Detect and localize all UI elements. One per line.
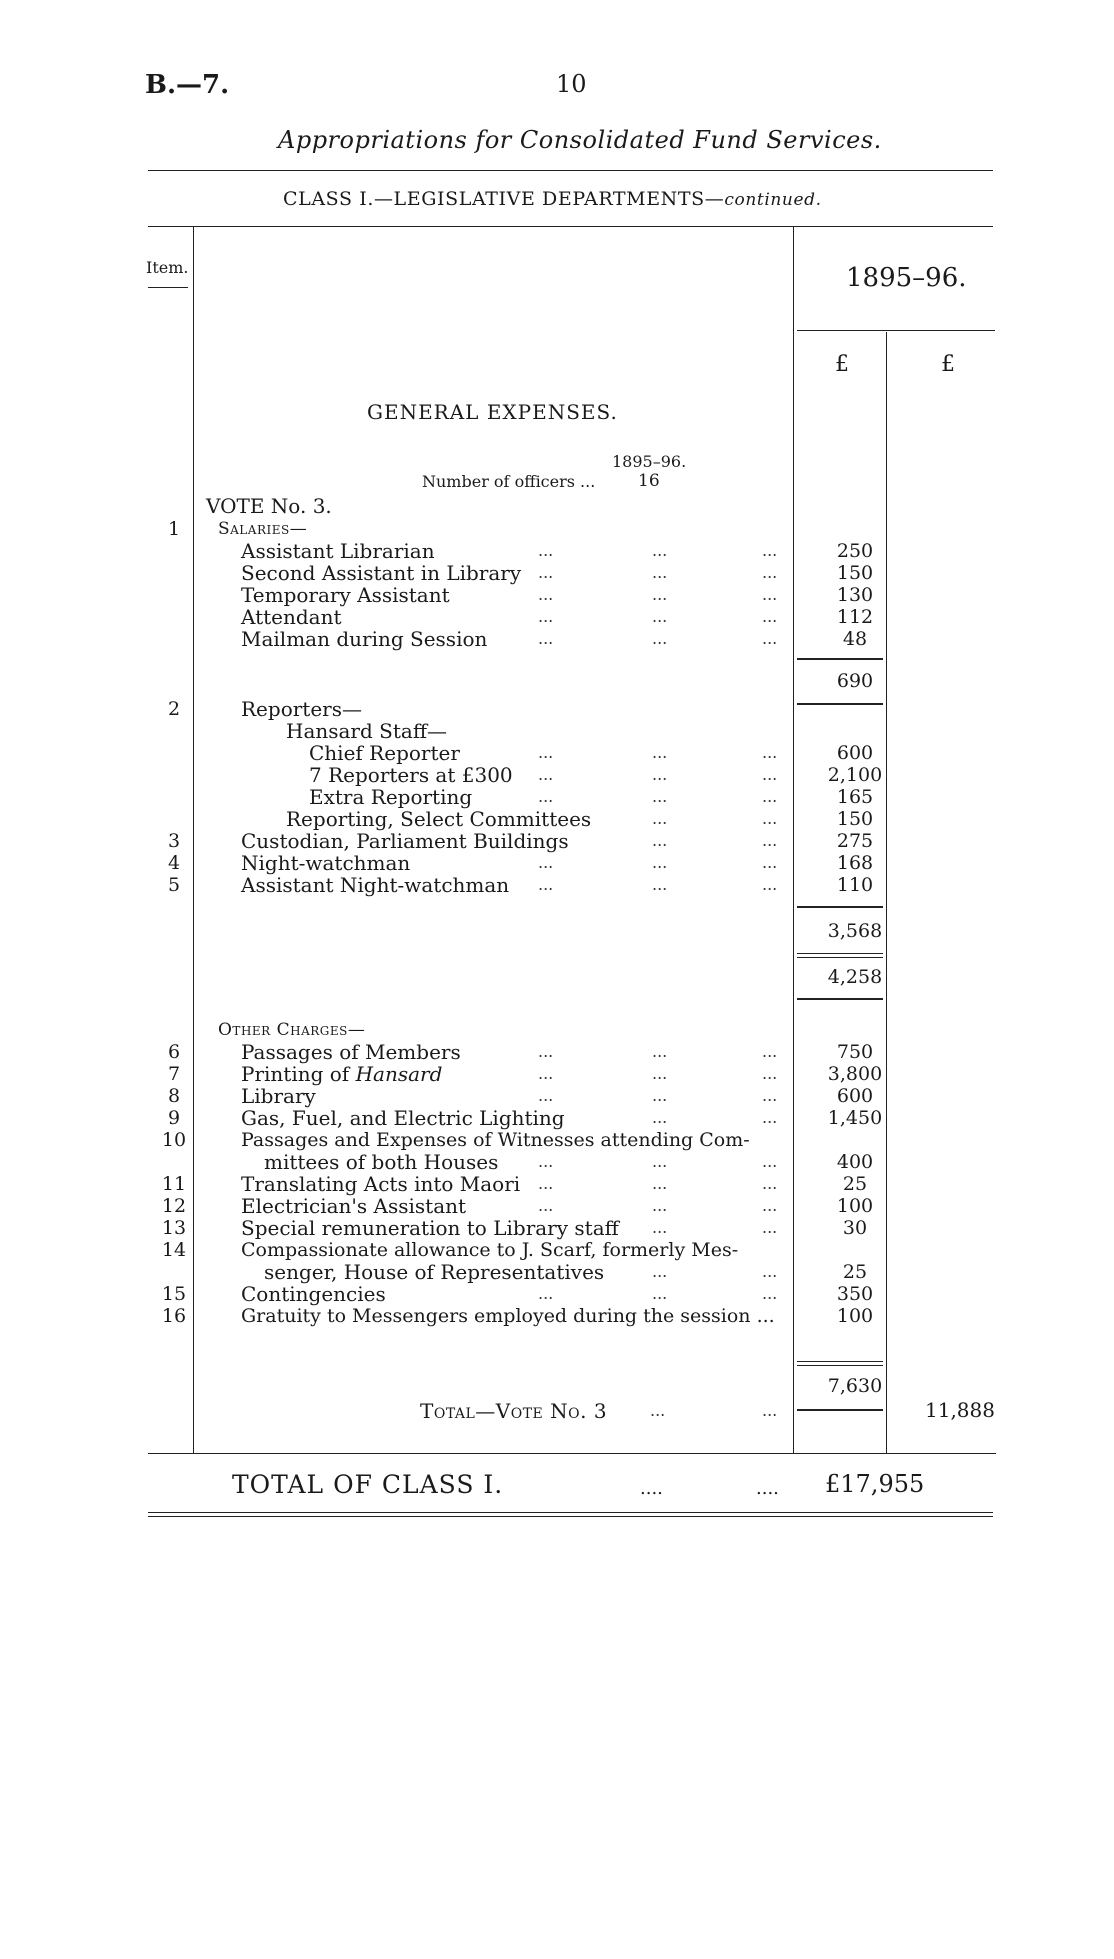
leader-dots: ... [652, 585, 668, 604]
leader-dots: ... [652, 607, 668, 626]
row-amount: 150 [836, 562, 874, 584]
item-number: 10 [161, 1129, 187, 1151]
leader-dots: ... [538, 1196, 554, 1215]
year-header-rule [797, 330, 995, 331]
leader-dots: ... [762, 585, 778, 604]
leader-dots: ... [762, 875, 778, 894]
row-label: Assistant Night-watchman [241, 873, 510, 897]
leader-dots: ... [650, 1401, 666, 1420]
row-amount: 110 [836, 874, 874, 896]
leader-dots: ... [538, 1042, 554, 1061]
item-number: 2 [167, 698, 181, 720]
row-amount: 30 [842, 1217, 868, 1239]
item-number: 16 [161, 1305, 187, 1327]
leader-dots: ... [762, 1284, 778, 1303]
item-header-rule [148, 287, 188, 288]
leader-dots: ... [652, 563, 668, 582]
document-code: B.—7. [145, 70, 230, 100]
leader-dots: ... [538, 765, 554, 784]
reporters-heading: Reporters— [241, 697, 362, 721]
leader-dots: ... [762, 1262, 778, 1281]
leader-dots: ... [652, 831, 668, 850]
page-number: 10 [556, 70, 587, 98]
item-number: 12 [161, 1195, 187, 1217]
leader-dots: ... [762, 1064, 778, 1083]
footer-rule-1 [148, 1512, 993, 1513]
leader-dots: ... [538, 607, 554, 626]
leader-dots: ... [652, 629, 668, 648]
row-amount: 25 [842, 1261, 868, 1283]
row-label: Translating Acts into Maori [241, 1172, 521, 1196]
leader-dots: ... [762, 1042, 778, 1061]
class-heading-suffix: continued. [724, 190, 822, 210]
row-amount: 2,100 [827, 764, 883, 786]
row-label: Gratuity to Messengers employed during the session ... [241, 1305, 775, 1327]
leader-dots: ... [538, 1174, 554, 1193]
row-label: Second Assistant in Library [241, 561, 522, 585]
row-amount: 100 [836, 1195, 874, 1217]
row-label: Attendant [241, 605, 342, 629]
salaries-subtotal: 690 [836, 670, 874, 692]
officers-label: Number of officers ... [422, 472, 596, 491]
subtotal-rule [797, 953, 883, 954]
row-label: Passages and Expenses of Witnesses attending Com- [241, 1129, 750, 1151]
subtotal-rule [797, 658, 883, 660]
row-amount: 600 [836, 742, 874, 764]
row-label: Custodian, Parliament Buildings [241, 829, 569, 853]
item-number: 7 [167, 1063, 181, 1085]
row-label: Gas, Fuel, and Electric Lighting [241, 1106, 565, 1130]
salaries-heading: Salaries— [218, 519, 308, 539]
officers-count: 16 [638, 471, 660, 491]
leader-dots: ... [538, 541, 554, 560]
leader-dots: ... [652, 1152, 668, 1171]
other-charges-subtotal: 7,630 [827, 1375, 883, 1397]
header-rule-2 [148, 226, 993, 227]
leader-dots: ... [762, 1174, 778, 1193]
leader-dots: ... [538, 853, 554, 872]
leader-dots: ... [538, 875, 554, 894]
row-amount: 400 [836, 1151, 874, 1173]
class-total-label: TOTAL OF CLASS I. [232, 1470, 504, 1499]
row-amount: 112 [836, 606, 874, 628]
item-number: 8 [167, 1085, 181, 1107]
leader-dots: ... [762, 1086, 778, 1105]
reporters-subtotal: 3,568 [827, 920, 883, 942]
row-amount: 600 [836, 1085, 874, 1107]
table-bottom-rule [148, 1453, 996, 1454]
class-heading-text: CLASS I.—LEGISLATIVE DEPARTMENTS— [283, 188, 725, 210]
row-amount: 1,450 [827, 1107, 883, 1129]
item-number: 4 [167, 852, 181, 874]
pound-column-1-header: £ [835, 352, 849, 377]
leader-dots: ... [538, 629, 554, 648]
row-amount: 250 [836, 540, 874, 562]
row-label: Contingencies [241, 1282, 386, 1306]
class-total-amount: £17,955 [825, 1470, 925, 1498]
subtotal-rule [797, 1409, 883, 1411]
table-mid-divider [793, 226, 794, 1454]
leader-dots: ... [762, 629, 778, 648]
row-amount: 350 [836, 1283, 874, 1305]
leader-dots: ... [652, 1218, 668, 1237]
leader-dots: ... [652, 1262, 668, 1281]
item-number: 5 [167, 874, 181, 896]
subtotal-rule [797, 1361, 883, 1362]
pound-column-2-header: £ [941, 352, 955, 377]
leader-dots: ... [538, 1152, 554, 1171]
item-number: 14 [161, 1239, 187, 1261]
row-label-continued: mittees of both Houses [264, 1150, 499, 1174]
leader-dots: ... [538, 1086, 554, 1105]
leader-dots: ... [538, 585, 554, 604]
item-number: 13 [161, 1217, 187, 1239]
subtotal-rule [797, 998, 883, 1000]
leader-dots: ... [762, 1401, 778, 1420]
row-label-italic: Hansard [355, 1062, 443, 1086]
vote-label: VOTE No. 3. [206, 494, 332, 518]
row-label: Extra Reporting [309, 785, 473, 809]
row-amount: 3,800 [827, 1063, 883, 1085]
leader-dots: ... [762, 607, 778, 626]
leader-dots: ... [652, 1196, 668, 1215]
row-amount: 275 [836, 830, 874, 852]
item-number: 15 [161, 1283, 187, 1305]
row-amount: 750 [836, 1041, 874, 1063]
row-amount: 48 [842, 628, 868, 650]
section-title: GENERAL EXPENSES. [367, 400, 618, 424]
item-number: 11 [161, 1173, 187, 1195]
item-column-header: Item. [146, 258, 189, 277]
subtotal-rule [797, 703, 883, 705]
subtotal-rule [797, 1365, 883, 1366]
row-label-continued: senger, House of Representatives [264, 1260, 605, 1284]
hansard-staff-heading: Hansard Staff— [286, 719, 448, 743]
leader-dots: ... [538, 743, 554, 762]
row-label [241, 1063, 442, 1085]
leader-dots: ... [652, 1064, 668, 1083]
row-label: Temporary Assistant [241, 583, 450, 607]
leader-dots: ... [652, 765, 668, 784]
leader-dots: ... [652, 853, 668, 872]
subtotal-rule [797, 957, 883, 958]
row-label: Passages of Members [241, 1040, 461, 1064]
leader-dots: ... [762, 743, 778, 762]
row-label: Reporting, Select Committees [286, 807, 592, 831]
leader-dots: ... [762, 831, 778, 850]
row-label: 7 Reporters at £300 [309, 763, 513, 787]
leader-dots: ... [652, 1108, 668, 1127]
item-number: 1 [167, 518, 181, 540]
row-label: Assistant Librarian [241, 539, 435, 563]
row-amount: 168 [836, 852, 874, 874]
leader-dots: ... [762, 563, 778, 582]
leader-dots: ... [538, 563, 554, 582]
item-number: 6 [167, 1041, 181, 1063]
vote-total-label: Total—Vote No. 3 [420, 1399, 608, 1423]
year-column-header: 1895–96. [846, 263, 967, 293]
row-amount: 165 [836, 786, 874, 808]
item-number: 3 [167, 830, 181, 852]
row-label: Library [241, 1084, 316, 1108]
row-label: Mailman during Session [241, 627, 488, 651]
leader-dots: ... [538, 1064, 554, 1083]
leader-dots: ... [652, 787, 668, 806]
leader-dots: ... [652, 1174, 668, 1193]
row-label-text: Printing of [241, 1062, 356, 1086]
vote-total-amount: 11,888 [925, 1398, 995, 1422]
leader-dots: ... [762, 1108, 778, 1127]
subtotal-rule [797, 906, 883, 908]
leader-dots: ... [762, 1152, 778, 1171]
leader-dots: ... [762, 809, 778, 828]
leader-dots: ... [652, 875, 668, 894]
leader-dots: ... [762, 765, 778, 784]
row-label: Night-watchman [241, 851, 411, 875]
header-rule-1 [148, 170, 993, 171]
leader-dots: ... [652, 1086, 668, 1105]
row-label: Compassionate allowance to J. Scarf, formerly Mes- [241, 1239, 739, 1261]
page-title: Appropriations for Consolidated Fund Services. [278, 126, 882, 154]
leader-dots: ... [762, 853, 778, 872]
row-label: Chief Reporter [309, 741, 460, 765]
leader-dots: .... [640, 1478, 663, 1499]
class-heading [283, 188, 822, 210]
leader-dots: ... [538, 1284, 554, 1303]
leader-dots: ... [762, 787, 778, 806]
leader-dots: ... [762, 1218, 778, 1237]
other-charges-heading: Other Charges— [218, 1020, 366, 1040]
row-label: Special remuneration to Library staff [241, 1216, 619, 1240]
leader-dots: ... [652, 743, 668, 762]
footer-rule-2 [148, 1516, 993, 1517]
leader-dots: ... [652, 1042, 668, 1061]
leader-dots: ... [538, 787, 554, 806]
row-label: Electrician's Assistant [241, 1194, 467, 1218]
salaries-total: 4,258 [827, 966, 883, 988]
officers-year: 1895–96. [612, 452, 687, 471]
row-amount: 130 [836, 584, 874, 606]
row-amount: 100 [836, 1305, 874, 1327]
row-amount: 150 [836, 808, 874, 830]
leader-dots: ... [762, 541, 778, 560]
item-number: 9 [167, 1107, 181, 1129]
leader-dots: ... [652, 1284, 668, 1303]
leader-dots: ... [762, 1196, 778, 1215]
leader-dots: ... [652, 809, 668, 828]
row-amount: 25 [842, 1173, 868, 1195]
leader-dots: .... [756, 1478, 779, 1499]
leader-dots: ... [652, 541, 668, 560]
